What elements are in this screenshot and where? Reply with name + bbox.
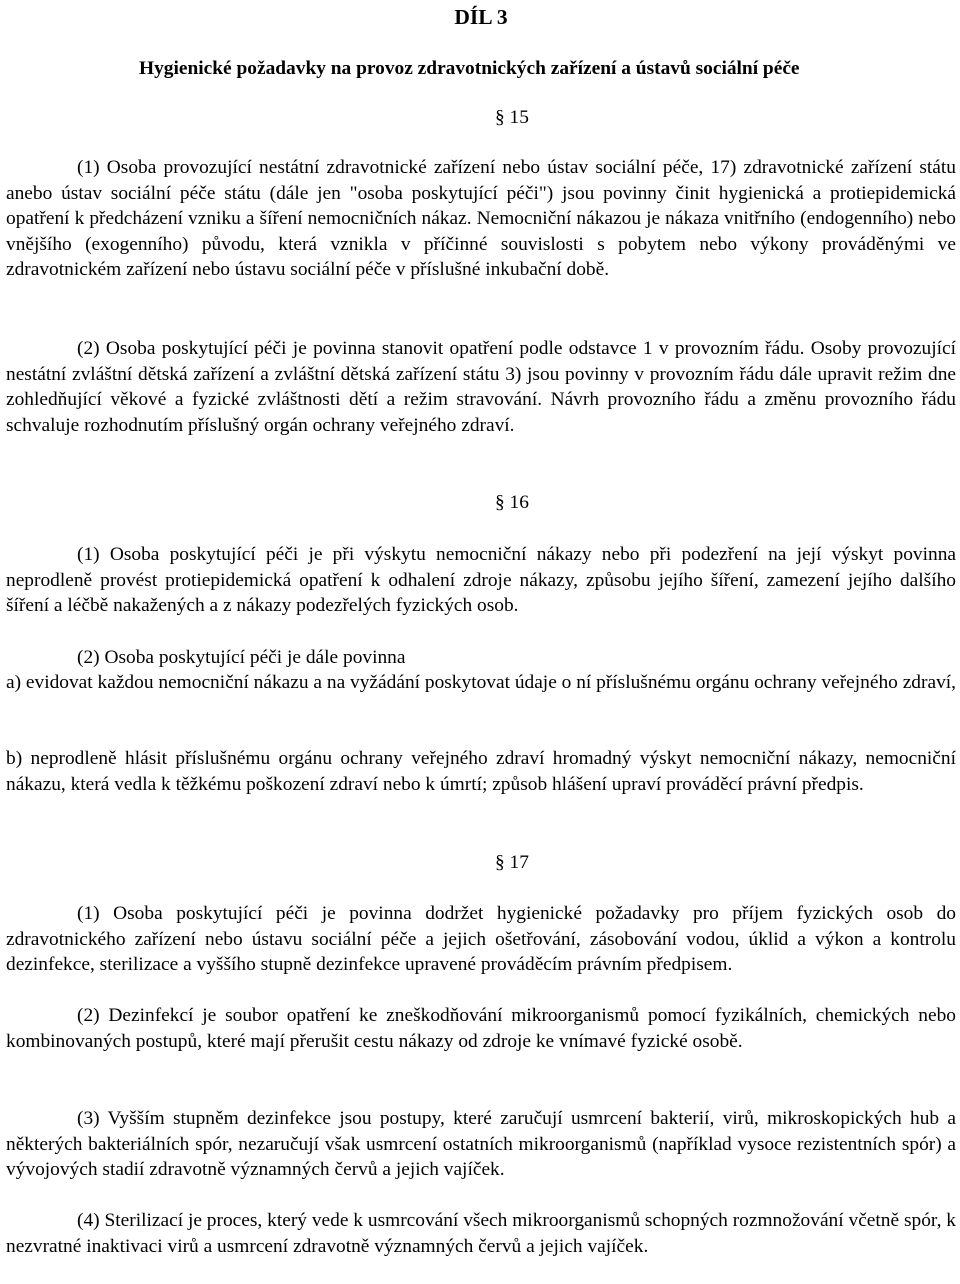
- section-17-paragraph-4: (4) Sterilizací je proces, který vede k usmrcování všech mikroorganismů schopných rozmnožování včetně spór, k nezvratné inaktivaci virů a usmrcení zdravotně významných červů a jejich vajíček.: [6, 1210, 956, 1257]
- section-16-item-a: a) evidovat každou nemocniční nákazu a na vyžádání poskytovat údaje o ní příslušnému orgánu ochrany veřejného zdraví,: [6, 672, 956, 693]
- section-mark-17: § 17: [495, 852, 529, 873]
- section-mark-16: § 16: [495, 492, 529, 513]
- part-subtitle: Hygienické požadavky na provoz zdravotnických zařízení a ústavů sociální péče: [139, 58, 800, 79]
- section-17-paragraph-1: (1) Osoba poskytující péči je povinna dodržet hygienické požadavky pro příjem fyzických osob do zdravotnického zařízení nebo ústavu sociální péče a jejich ošetřování, zásobování vodou, úklid a výkon a kontrolu dezinfekce, sterilizace a vyššího stupně dezinfekce upravené prováděcím právním předpisem.: [6, 903, 956, 976]
- section-16-item-b: b) neprodleně hlásit příslušnému orgánu ochrany veřejného zdraví hromadný výskyt nemocniční nákazy, nemocniční nákazu, která vedla k těžkému poškození zdraví nebo k úmrtí; způsob hlášení upraví prováděcí právní předpis.: [6, 748, 956, 795]
- section-17-paragraph-2: (2) Dezinfekcí je soubor opatření ke zneškodňování mikroorganismů pomocí fyzikálních, chemických nebo kombinovaných postupů, které mají přerušit cestu nákazy od zdroje ke vnímavé fyzické osobě.: [6, 1005, 956, 1052]
- section-17-paragraph-3: (3) Vyšším stupněm dezinfekce jsou postupy, které zaručují usmrcení bakterií, virů, mikroskopických hub a některých bakteriálních spór, nezaručují však usmrcení ostatních mikroorganismů (například vysoce rezistentních spór) a vývojových stadií zdravotně významných červů a jejich vajíček.: [6, 1108, 956, 1181]
- part-title: DÍL 3: [454, 5, 508, 29]
- section-16-paragraph-2: (2) Osoba poskytující péči je dále povinna: [77, 647, 406, 668]
- section-mark-15: § 15: [495, 107, 529, 128]
- section-16-paragraph-1: (1) Osoba poskytující péči je při výskytu nemocniční nákazy nebo při podezření na její výskyt povinna neprodleně provést protiepidemická opatření k odhalení zdroje nákazy, způsobu jejího šíření, zamezení jejího dalšího šíření a léčbě nakažených a z nákazy podezřelých fyzických osob.: [6, 544, 956, 617]
- section-15-paragraph-1: (1) Osoba provozující nestátní zdravotnické zařízení nebo ústav sociální péče, 17) zdravotnické zařízení státu anebo ústav sociální péče státu (dále jen "osoba poskytující péči") jsou povinny činit hygienická a protiepidemická opatření k předcházení vzniku a šíření nemocničních nákaz. Nemocniční nákazou je nákaza vnitřního (endogenního) nebo vnějšího (exogenního) původu, která vznikla v příčinné souvislosti s pobytem nebo výkony prováděnými ve zdravotnickém zařízení nebo ústavu sociální péče v příslušné inkubační době.: [6, 157, 956, 281]
- section-15-paragraph-2: (2) Osoba poskytující péči je povinna stanovit opatření podle odstavce 1 v provozním řádu. Osoby provozující nestátní zvláštní dětská zařízení a zvláštní dětská zařízení státu 3) jsou povinny v provozním řádu dále upravit režim dne zohledňující věkové a fyzické zvláštnosti dětí a režim stravování. Návrh provozního řádu a změnu provozního řádu schvaluje rozhodnutím příslušný orgán ochrany veřejného zdraví.: [6, 338, 956, 436]
